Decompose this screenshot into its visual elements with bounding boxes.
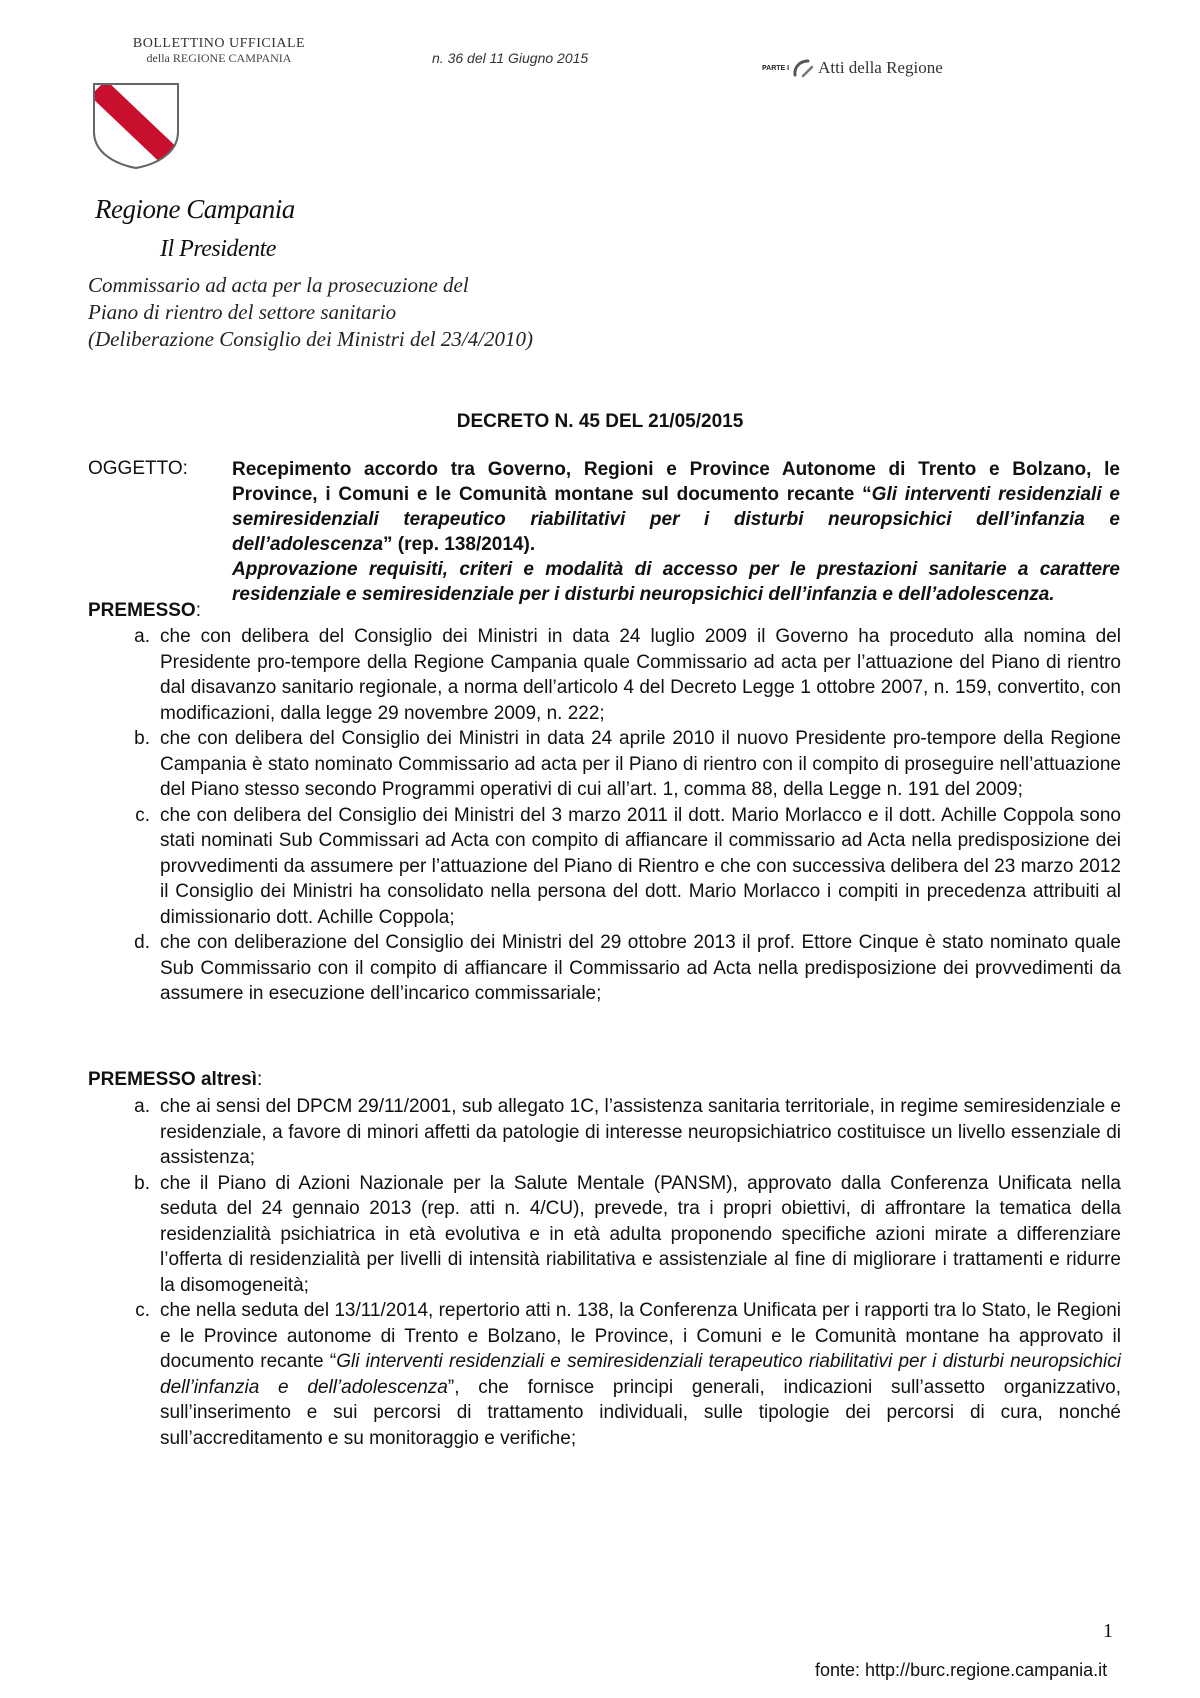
parte-icon <box>792 58 814 78</box>
parte-label: PARTE I <box>762 64 790 72</box>
list-item: c. che con delibera del Consiglio dei Ministri del 3 marzo 2011 il dott. Mario Morlacco e il dott. Achille Coppola sono stati nominati Sub Commissari ad Acta con compito di affiancare il commissario ad Acta nella predisposizione dei provvedimenti da assumere per l’attuazione del Piano di Rientro e che con successiva delibera del 23 marzo 2012 il Consiglio dei Ministri ha consolidato nella persona del dott. Mario Morlacco i compiti in precedenza attribuiti al dimissionario dott. Achille Coppola; <box>135 804 1121 928</box>
decree-title: DECRETO N. 45 DEL 21/05/2015 <box>456 411 744 432</box>
list-item: c. che nella seduta del 13/11/2014, repertorio atti n. 138, la Conferenza Unificata per i rapporti tra lo Stato, le Regioni e le Province autonome di Trento e Bolzano, le Province, i Comuni e le Comunità montane ha approvato il documento recante “Gli interventi residenziali e semiresidenziali terapeutico riabilitativi per i disturbi neuropsichici dell’infanzia e dell’adolescenza”, che fornisce principi generali, indicazioni sull’assetto organizzativo, sull’inserimento e sui percorsi di trattamento individuali, sulle tipologie dei percorsi di cura, nonché sull’accreditamento e su monitoraggio e verifiche; <box>135 1300 1121 1449</box>
bulletin-title: BOLLETTINO UFFICIALE <box>132 36 306 51</box>
source-url[interactable]: fonte: http://burc.regione.campania.it <box>815 1660 1108 1680</box>
list-item: a. che ai sensi del DPCM 29/11/2001, sub allegato 1C, l’assistenza sanitaria territoriale, in regime semiresidenziale e residenziale, a favore di minori affetti da patologie di interesse neuropsichiatrico costituisce un livello essenziale di assistenza; <box>134 1096 1121 1168</box>
subject-document-title: Gli interventi residenziali e semiresidenziali terapeutico riabilitativi per i disturbi neuropsichici dell’infanzia e dell’adolescenza <box>232 484 1120 555</box>
premesso-heading: PREMESSO: <box>88 600 201 621</box>
bulletin-subtitle: della REGIONE CAMPANIA <box>146 51 292 65</box>
issue-info: n. 36 del 11 Giugno 2015 <box>432 50 589 66</box>
premesso-altresi-heading: PREMESSO altresì: <box>88 1069 263 1090</box>
president-title: Il Presidente <box>160 236 276 262</box>
commissioner-line: (Deliberazione Consiglio dei Ministri del 23/4/2010) <box>88 327 534 351</box>
list-item: d. che con deliberazione del Consiglio dei Ministri del 29 ottobre 2013 il prof. Ettore Cinque è stato nominato quale Sub Commissario con il compito di affiancare il Commissario ad Acta nella predisposizione dei provvedimenti da assumere in esecuzione dell’incarico commissariale; <box>134 932 1121 1004</box>
list-item: b. che con delibera del Consiglio dei Ministri in data 24 aprile 2010 il nuovo Presidente pro-tempore della Regione Campania è stato nominato Commissario ad acta per il Piano di rientro con il compito di proseguire nell’attuazione del Piano stesso secondo Programmi operativi di cui all’art. 1, comma 88, della Legge n. 191 del 2009; <box>134 728 1121 800</box>
commissioner-line: Piano di rientro del settore sanitario <box>88 300 397 324</box>
commissioner-block <box>88 272 533 353</box>
commissioner-line: Commissario ad acta per la prosecuzione del <box>88 273 469 297</box>
premesso-altresi-list <box>88 1094 1121 1451</box>
bulletin-header <box>128 36 310 66</box>
subject-approval: Approvazione requisiti, criteri e modalità di accesso per le prestazioni sanitarie a carattere residenziale e semiresidenziale per i disturbi neuropsichici dell’infanzia e dell’adolescenza. <box>232 559 1120 605</box>
list-item: a. che con delibera del Consiglio dei Ministri in data 24 luglio 2009 il Governo ha proceduto alla nomina del Presidente pro-tempore della Regione Campania quale Commissario ad acta per l’attuazione del Piano di rientro dal disavanzo sanitario regionale, a norma dell’articolo 4 del Decreto Legge 1 ottobre 2007, n. 159, convertito, con modificazioni, dalla legge 29 novembre 2009, n. 222; <box>134 626 1121 724</box>
subject-paragraph: Recepimento accordo tra Governo, Regioni e Province Autonome di Trento e Bolzano, le Province, i Comuni e le Comunità montane sul documento recante “Gli interventi residenziali e semiresidenziali terapeutico riabilitativi per i disturbi neuropsichici dell’infanzia e dell’adolescenza” (rep. 138/2014). <box>232 459 1120 555</box>
document-title: Gli interventi residenziali e semiresidenziali terapeutico riabilitativi per i disturbi neuropsichici dell’infanzia e dell’adolescenza <box>160 1351 1121 1398</box>
premesso-list <box>88 624 1121 1007</box>
page-number: 1 <box>1103 1620 1113 1642</box>
subject-text <box>232 457 1120 607</box>
region-name: Regione Campania <box>95 194 295 224</box>
list-item: b. che il Piano di Azioni Nazionale per la Salute Mentale (PANSM), approvato dalla Conferenza Unificata nella seduta del 24 gennaio 2013 (rep. atti n. 4/CU), prevede, tra i propri obiettivi, di affrontare la tematica della residenzialità psichiatrica in età evolutiva e in età adulta proponendo specifiche azioni mirate a differenziare l’offerta di residenzialità per livelli di intensità riabilitativa e assistenziale al fine di migliorare i trattamenti e ridurre la disomogeneità; <box>134 1172 1121 1296</box>
parte-title: Atti della Regione <box>818 58 943 77</box>
region-crest-icon <box>90 80 182 175</box>
subject-label: OGGETTO: <box>88 458 188 479</box>
parte-header <box>762 58 943 78</box>
